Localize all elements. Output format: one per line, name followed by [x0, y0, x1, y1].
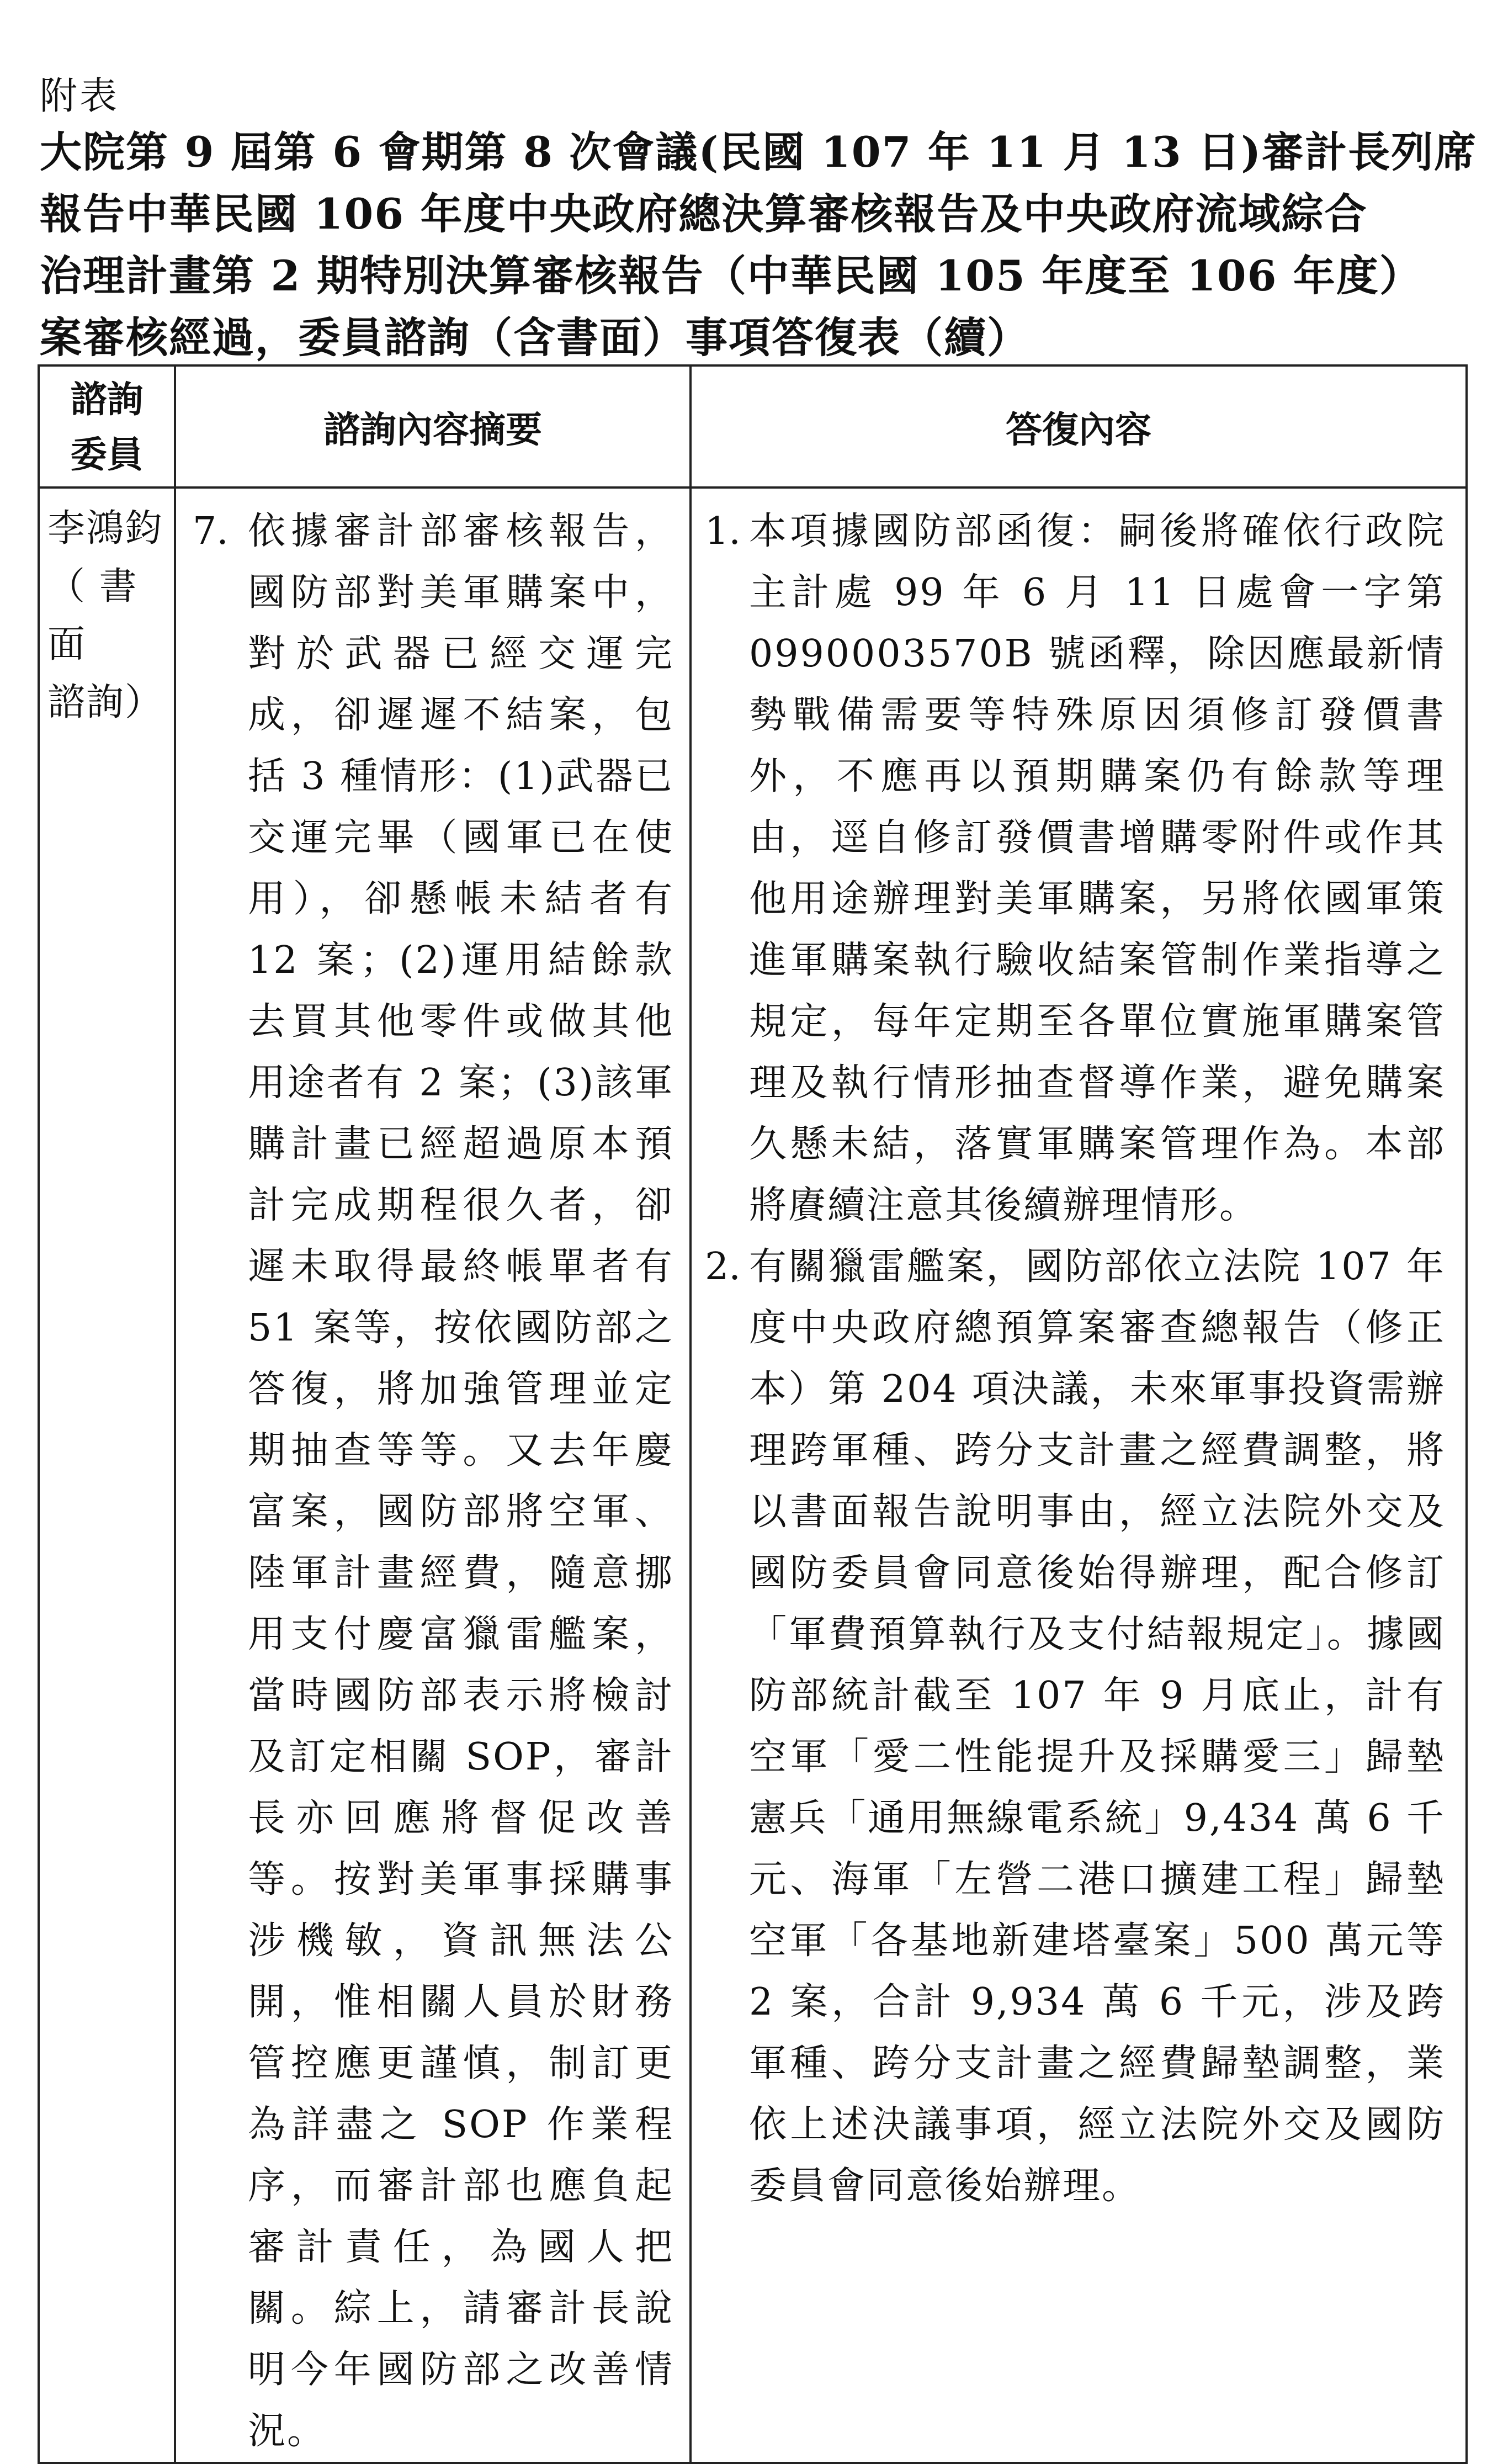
- reply-table: [38, 364, 1468, 2464]
- reply-item-2: [705, 1236, 1446, 2217]
- summary-text: 依據審計部審核報告，國防部對美軍購案中，對於武器已經交運完成，卻遲遲不結案，包括 3 種情形：(1)武器已交運完畢（國軍已在使用），卻懸帳未結者有 12 案；(2)運用結餘款去買其他零件或做其他用途者有 2 案；(3)該軍購計畫已經超過原本預計完成期程很久者，卻遲未取得最終帳單者有 51 案等，按依國防部之答復，將加強管理並定期抽查等等。又去年慶富案，國防部將空軍、陸軍計畫經費，隨意挪用支付慶富獵雷艦案，當時國防部表示將檢討及訂定相關 SOP，審計長亦回應將督促改善等。按對美軍事採購事涉機敏，資訊無法公開，惟相關人員於財務管控應更謹慎，制訂更為詳盡之 SOP 作業程序，而審計部也應負起審計責任，為國人把關。綜上，請審計長說明今年國防部之改善情況。: [248, 510, 674, 2453]
- reply-cell: [691, 487, 1467, 2463]
- summary-item: [193, 501, 674, 2462]
- header-member-line2: 委員: [70, 432, 144, 476]
- member-name: 李鴻鈞: [47, 507, 164, 550]
- header-summary: 諮詢內容摘要: [175, 365, 691, 487]
- reply-text-2: 有關獵雷艦案，國防部依立法院 107 年度中央政府總預算案審查總報告（修正本）第 204 項決議，未來軍事投資需辦理跨軍種、跨分支計畫之經費調整，將以書面報告說明事由，經立法院外交及國防委員會同意後始得辦理，配合修訂「軍費預算執行及支付結報規定」。據國防部統計截至 107 年 9 月底止，計有空軍「愛二性能提升及採購愛三」歸墊憲兵「通用無線電系統」9,434 萬 6 千元、海軍「左營二港口擴建工程」歸墊空軍「各基地新建塔臺案」500 萬元等 2 案，合計 9,934 萬 6 千元，涉及跨軍種、跨分支計畫之經費歸墊調整，業依上述決議事項，經立法院外交及國防委員會同意後始辦理。: [749, 1245, 1446, 2208]
- header-member-line1: 諮詢: [70, 377, 144, 421]
- title-line-3: 治理計畫第 2 期特別決算審核報告（中華民國 105 年度至 106 年度）: [40, 251, 1422, 300]
- document-header: [40, 72, 1478, 369]
- member-cell: [39, 487, 175, 2463]
- table-header-row: [39, 365, 1467, 487]
- member-note-line1: （ 書 面: [47, 565, 138, 666]
- reply-number-2: 2.: [705, 1245, 741, 1289]
- member-note-line2: 諮詢）: [47, 681, 164, 724]
- title-line-2: 報告中華民國 106 年度中央政府總決算審核報告及中央政府流域綜合: [40, 189, 1368, 239]
- summary-number: 7.: [193, 510, 229, 553]
- summary-cell: [175, 487, 691, 2463]
- table-row: [39, 487, 1467, 2463]
- reply-number-1: 1.: [705, 510, 741, 553]
- title-line-1: 大院第 9 屆第 6 會期第 8 次會議(民國 107 年 11 月 13 日)審計長列席: [40, 128, 1478, 177]
- annex-label: 附表: [40, 75, 120, 118]
- reply-text-1: 本項據國防部函復：嗣後將確依行政院主計處 99 年 6 月 11 日處會一字第 0990003570B 號函釋，除因應最新情勢戰備需要等特殊原因須修訂發價書外，不應再以預期購案仍有餘款等理由，逕自修訂發價書增購零附件或作其他用途辦理對美軍購案，另將依國軍策進軍購案執行驗收結案管制作業指導之規定，每年定期至各單位實施軍購案管理及執行情形抽查督導作業，避免購案久懸未結，落實軍購案管理作為。本部將賡續注意其後續辦理情形。: [749, 510, 1446, 1227]
- header-reply: 答復內容: [691, 365, 1467, 487]
- title-line-4: 案審核經過，委員諮詢（含書面）事項答復表（續）: [40, 313, 1030, 362]
- reply-item-1: [705, 501, 1446, 1236]
- document-title: [40, 121, 1478, 369]
- header-member: [39, 365, 175, 487]
